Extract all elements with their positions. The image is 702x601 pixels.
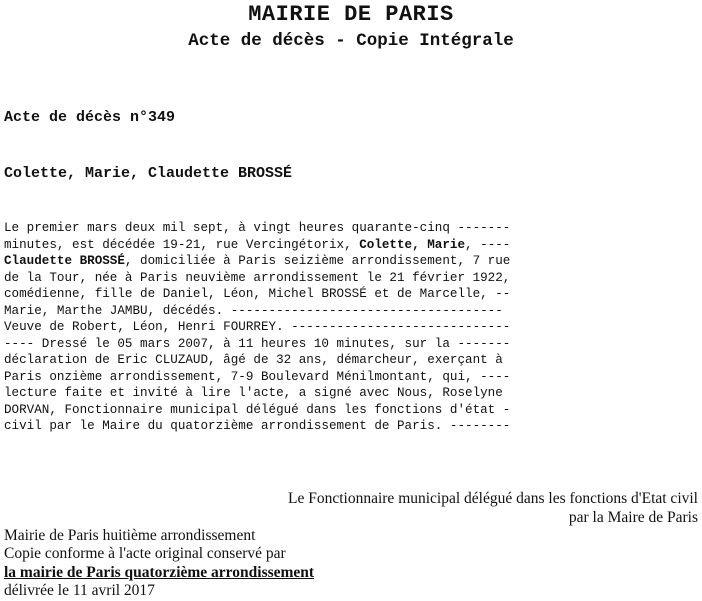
document-subtitle: Acte de décès - Copie Intégrale	[188, 31, 514, 51]
body-bold-name: Claudette BROSSÉ	[4, 254, 125, 268]
body-line: Paris onzième arrondissement, 7-9 Boulevard Ménilmontant, qui, ----	[4, 369, 511, 384]
deceased-given-names: Colette, Marie, Claudette	[4, 165, 239, 182]
body-line	[4, 237, 564, 254]
body-line-segment: , ----	[465, 237, 511, 252]
certification-line: Mairie de Paris huitième arrondissement	[4, 527, 256, 544]
body-line: Marie, Marthe JAMBU, décédés. ------------------------------------	[4, 303, 503, 318]
certification-issuing-office: la mairie de Paris quatorzième arrondissement	[4, 563, 315, 581]
body-line: de la Tour, née à Paris neuvième arrondissement le 21 février 1922,	[4, 270, 511, 285]
body-line: comédienne, fille de Daniel, Léon, Michel BROSSÉ et de Marcelle, --	[4, 287, 511, 301]
certification-date: délivrée le 11 avril 2017	[4, 582, 155, 600]
act-number: Acte de décès n°349	[4, 109, 176, 126]
deceased-surname: BROSSÉ	[238, 165, 293, 182]
body-line-segment: minutes, est décédée 19-21, rue Vercingétorix,	[4, 237, 360, 252]
body-line: DORVAN, Fonctionnaire municipal délégué dans les fonctions d'état -	[4, 402, 511, 417]
signature-line-1: Le Fonctionnaire municipal délégué dans les fonctions d'Etat civil	[288, 490, 698, 507]
document-title: MAIRIE DE PARIS	[248, 2, 454, 27]
body-line-segment: , domiciliée à Paris seizième arrondissement, 7 rue	[124, 254, 511, 268]
deceased-name	[4, 165, 292, 183]
body-line: Le premier mars deux mil sept, à vingt heures quarante-cinq -------	[4, 221, 511, 235]
body-bold-name: Colette, Marie	[359, 237, 466, 252]
act-body-text	[4, 220, 564, 435]
body-line: lecture faite et invité à lire l'acte, a signé avec Nous, Roselyne	[4, 386, 503, 400]
certification-line: Copie conforme à l'acte original conservé par	[4, 545, 286, 563]
signature-line-2: par la Maire de Paris	[568, 509, 698, 526]
body-line: déclaration de Eric CLUZAUD, âgé de 32 ans, démarcheur, exerçant à	[4, 353, 503, 367]
body-line: Veuve de Robert, Léon, Henri FOURREY. -----------------------------	[4, 320, 511, 334]
certification-block	[4, 527, 314, 601]
body-line	[4, 253, 564, 270]
body-line: civil par le Maire du quatorzième arrondissement de Paris. --------	[4, 419, 511, 433]
body-line: ---- Dressé le 05 mars 2007, à 11 heures 10 minutes, sur la -------	[4, 336, 511, 351]
